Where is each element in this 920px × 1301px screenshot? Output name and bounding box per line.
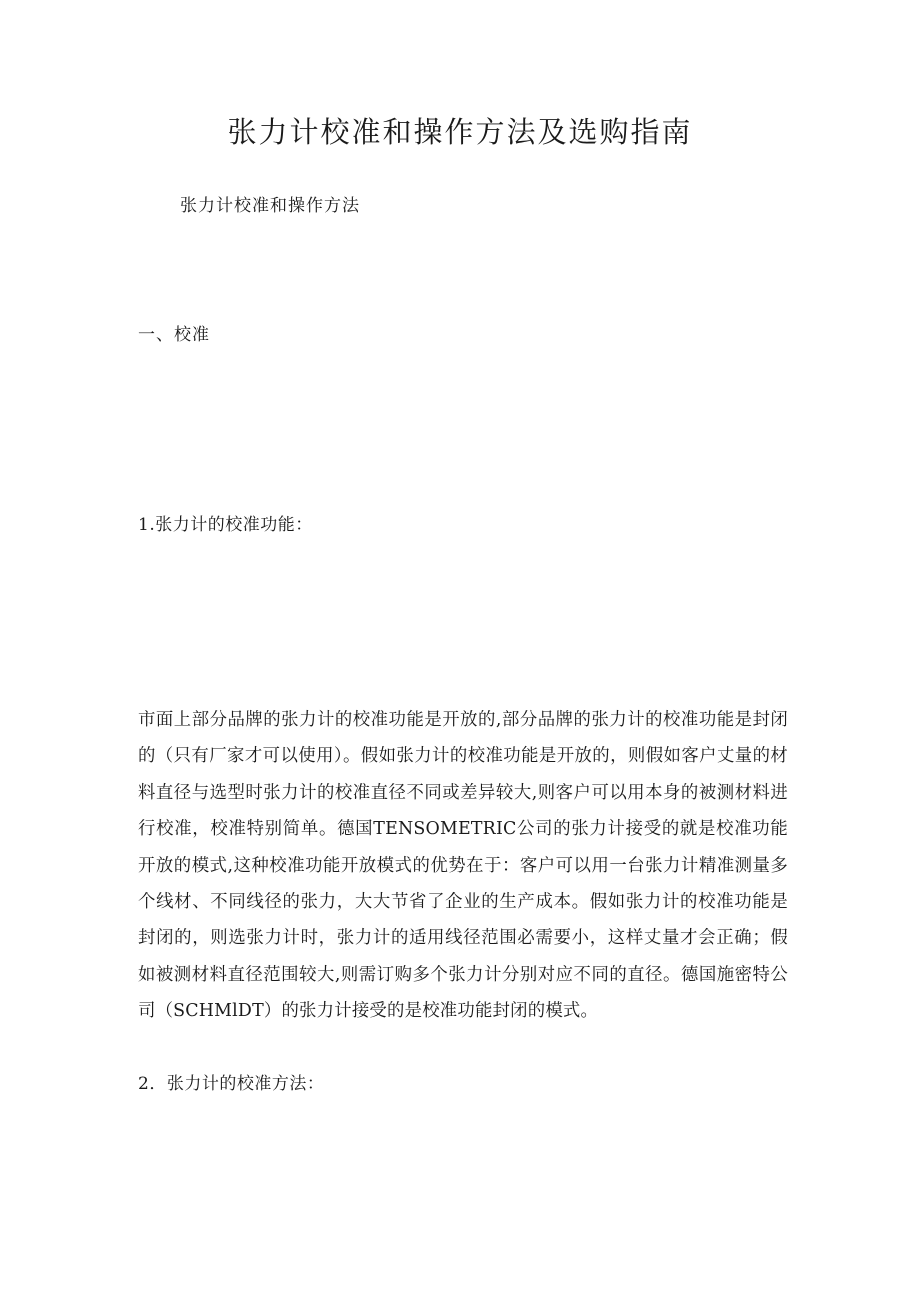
body-paragraph: 市面上部分品牌的张力计的校准功能是开放的,部分品牌的张力计的校准功能是封闭的（只有厂家才可以使用）。假如张力计的校准功能是开放的，则假如客户丈量的材料直径与选型时张力计的校准直径不同或差异较大,则客户可以用本身的被测材料进行校准，校准特别简单。德国TENSOMETRIC公司的张力计接受的就是校准功能开放的模式,这种校准功能开放模式的优势在于：客户可以用一台张力计精准测量多个线材、不同线径的张力，大大节省了企业的生产成本。假如张力计的校准功能是封闭的，则选张力计时，张力计的适用线径范围必需要小，这样丈量才会正确；假如被测材料直径范围较大,则需订购多个张力计分别对应不同的直径。德国施密特公司（SCHMlDT）的张力计接受的是校准功能封闭的模式。 bbox=[138, 710, 788, 1022]
item-heading-calibration-method: 2．张力计的校准方法： bbox=[138, 1074, 325, 1094]
section-heading-calibration: 一、校准 bbox=[138, 325, 210, 345]
document-subtitle: 张力计校准和操作方法 bbox=[180, 196, 360, 216]
document-title: 张力计校准和操作方法及选购指南 bbox=[227, 115, 693, 149]
item-heading-calibration-function: 1.张力计的校准功能： bbox=[138, 515, 313, 535]
